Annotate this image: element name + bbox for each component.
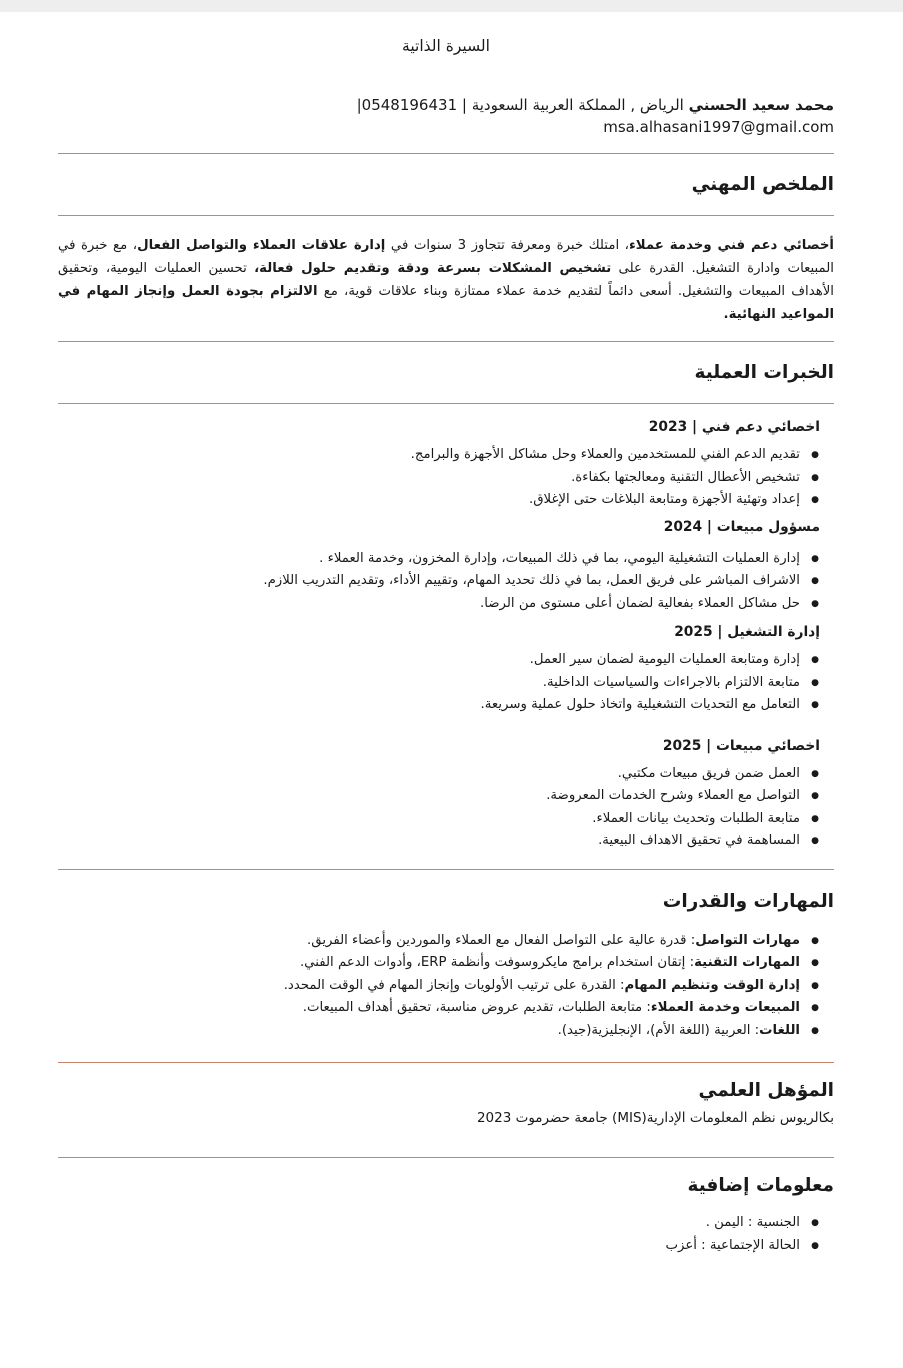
education-heading: المؤهل العلمي [698, 1080, 834, 1101]
skill-text: : العربية (اللغة الأم)، الإنجليزية(جيد). [557, 1022, 760, 1038]
list-item: ● الاشراف المباشر على فريق العمل، بما في ذلك تحديد المهام، وتقييم الأداء، وتقديم التدريب اللازم. [58, 570, 820, 593]
summary-text-2: ، مع خبرة في المبيعات وادارة التشغيل. القدرة على [58, 238, 834, 276]
education-entry: بكالريوس نظم المعلومات الإدارية(MIS) جامعة حضرموت 2023 [476, 1110, 834, 1126]
job-duties [58, 444, 820, 512]
viewer-top-bar [0, 0, 903, 12]
additional-list [58, 1212, 820, 1257]
skill-label: إدارة الوقت وتنظيم المهام [624, 977, 800, 993]
job-title: مسؤول مبيعات | 2024 [663, 518, 820, 535]
job-entry [58, 621, 834, 717]
job-title: إدارة التشغيل | 2025 [674, 624, 820, 640]
job-duties [58, 649, 820, 717]
list-item: ● متابعة الطلبات وتحديث بيانات العملاء. [58, 808, 820, 831]
job-entry [58, 516, 834, 616]
skill-item [58, 1020, 820, 1043]
contact-email: msa.alhasani1997@gmail.com [603, 118, 834, 136]
list-item: ● إعداد وتهئية الأجهزة ومتابعة البلاغات حتى الإغلاق. [58, 489, 820, 512]
skill-item [58, 930, 820, 953]
job-entry [58, 416, 834, 512]
summary-bold-2: إدارة علاقات العملاء والتواصل الفعال [137, 238, 386, 253]
contact-block [58, 94, 834, 138]
summary-heading: الملخص المهني [691, 174, 834, 195]
list-item: ● متابعة الالتزام بالاجراءات والسياسيات الداخلية. [58, 672, 820, 695]
applicant-name: محمد سعيد الحسني [688, 96, 834, 114]
contact-line [58, 94, 834, 116]
skill-label: اللغات [759, 1022, 800, 1038]
skill-text: : القدرة على ترتيب الأولويات وإنجاز المهام في الوقت المحدد. [283, 977, 625, 993]
list-item: ● التعامل مع التحديات التشغيلية واتخاذ حلول عملية وسريعة. [58, 694, 820, 717]
list-item: ● إدارة العمليات التشغيلية اليومي، بما في ذلك المبيعات، وإدارة المخزون، وخدمة العملاء . [58, 548, 820, 571]
skill-item [58, 952, 820, 975]
skill-text: : قدرة عالية على التواصل الفعال مع العملاء والموردين وأعضاء الفريق. [307, 932, 696, 948]
skills-list [58, 930, 820, 1043]
additional-heading: معلومات إضافية [687, 1175, 834, 1196]
job-title: اخصائي دعم فني | 2023 [648, 419, 820, 435]
skills-heading: المهارات والقدرات [662, 890, 834, 912]
job-duties [58, 548, 820, 616]
skill-item [58, 997, 820, 1020]
skill-text: : إتقان استخدام برامج مايكروسوفت وأنظمة ERP، وأدوات الدعم الفني. [299, 955, 695, 970]
summary-text-3: تحسين العمليات اليومية، وتحقيق الأهداف المبيعات والتشغيل. أسعى دائماً لتقديم خدمة عملاء ممتازة وبناء علاقات قوية، مع [58, 261, 834, 299]
list-item: ● حل مشاكل العملاء بفعالية لضمان أعلى مستوى من الرضا. [58, 593, 820, 616]
summary-bold-1: أخصائي دعم فني وخدمة عملاء [628, 238, 834, 253]
resume-page [58, 12, 834, 1257]
experience-list [58, 404, 834, 853]
list-item: ● العمل ضمن فريق مبيعات مكتبي. [58, 763, 820, 786]
list-item: ● تقديم الدعم الفني للمستخدمين والعملاء وحل مشاكل الأجهزة والبرامج. [58, 444, 820, 467]
list-item: ● تشخيص الأعطال التقنية ومعالجتها بكفاءة. [58, 467, 820, 490]
summary-text-1: ، امتلك خبرة ومعرفة تتجاوز 3 سنوات في [385, 238, 629, 253]
list-item: ● إدارة ومتابعة العمليات اليومية لضمان سير العمل. [58, 649, 820, 672]
skill-item [58, 975, 820, 998]
contact-location-phone: الرياض , المملكة العربية السعودية | 0548196431| [356, 96, 689, 114]
job-entry [58, 735, 834, 853]
skill-label: المبيعات وخدمة العملاء [650, 1000, 800, 1015]
list-item: ● الحالة الإجتماعية : أعزب [58, 1235, 820, 1258]
job-duties [58, 763, 820, 853]
list-item: ● التواصل مع العملاء وشرح الخدمات المعروضة. [58, 785, 820, 808]
document-title: السيرة الذاتية [402, 37, 490, 55]
experience-heading: الخبرات العملية [694, 362, 834, 383]
summary-bold-4: الالتزام بجودة العمل وإنجاز المهام في المواعيد النهائية. [58, 284, 834, 322]
job-title: اخصائي مبيعات | 2025 [662, 737, 820, 754]
list-item: ● الجنسية : اليمن . [58, 1212, 820, 1235]
list-item: ● المساهمة في تحقيق الاهداف البيعية. [58, 830, 820, 853]
skill-text: : متابعة الطلبات، تقديم عروض مناسبة، تحقيق أهداف المبيعات. [302, 1000, 651, 1015]
skill-label: المهارات التقنية [694, 955, 800, 970]
summary-bold-3: تشخيص المشكلات بسرعة ودقة وتقديم حلول فعالة، [254, 261, 612, 276]
skill-label: مهارات التواصل [695, 932, 800, 948]
professional-summary [58, 216, 834, 341]
